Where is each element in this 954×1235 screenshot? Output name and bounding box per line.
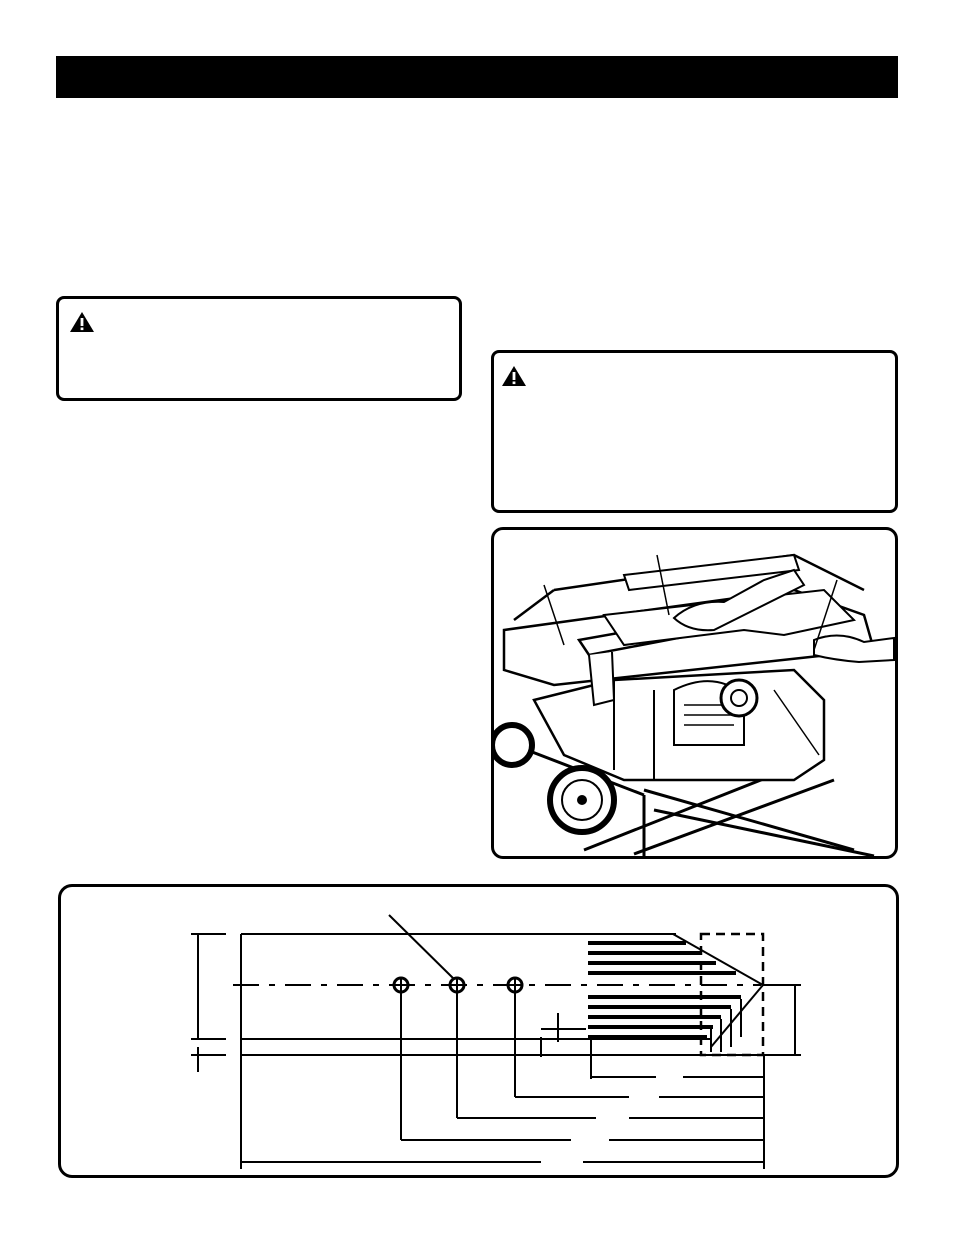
- warning-triangle-icon: [69, 311, 95, 333]
- push-stick-dimension-figure: [58, 884, 899, 1178]
- dimension-drawing: [61, 887, 896, 1175]
- section-header-title: [56, 67, 68, 87]
- table-saw-drawing: [494, 530, 895, 856]
- section-header-bar: [56, 56, 898, 98]
- table-saw-illustration: [491, 527, 898, 859]
- warning-box-right: [491, 350, 898, 513]
- warning-triangle-icon: [501, 365, 527, 387]
- warning-box-left: [56, 296, 462, 401]
